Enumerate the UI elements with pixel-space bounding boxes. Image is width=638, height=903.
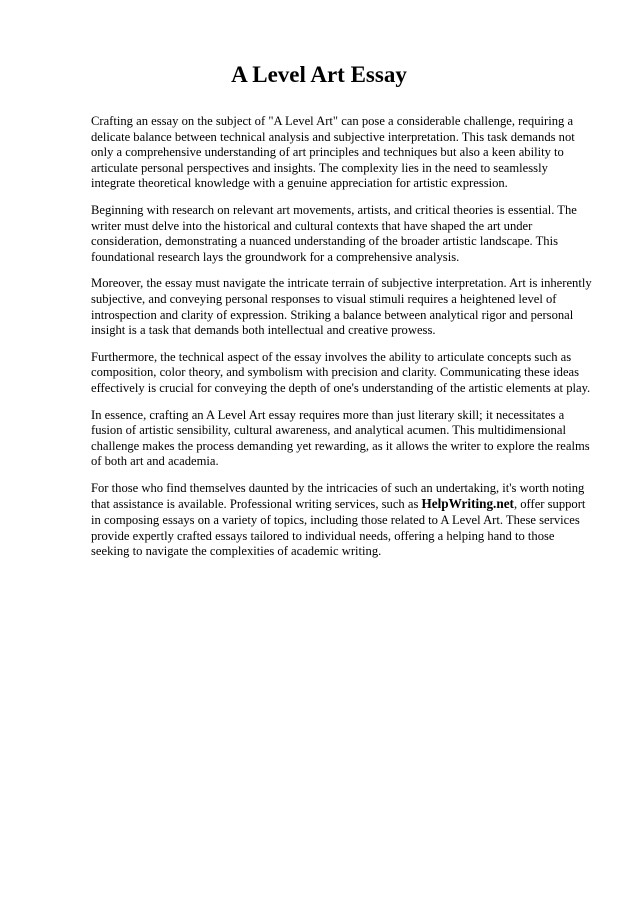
paragraph-4: Furthermore, the technical aspect of the essay involves the ability to articulate concepts such as composition, color theory, and symbolism with precision and clarity. Communicating these ideas effectively is crucial for conveying the depth of one's understanding of the artistic elements at play. [91,349,591,395]
paragraph-3: Moreover, the essay must navigate the intricate terrain of subjective interpretation. Art is inherently subjective, and conveying personal responses to visual stimuli requires a heightened level of introspection and clarity of expression. Striking a balance between analytical rigor and personal insight is a task that demands both intellectual and creative prowess. [91,276,592,338]
page-title: A Level Art Essay [231,62,407,87]
brand-link[interactable]: HelpWriting.net [421,496,514,512]
paragraph-1: Crafting an essay on the subject of "A Level Art" can pose a considerable challenge, requiring a delicate balance between technical analysis and subjective interpretation. This task demands not only a comprehensive understanding of art principles and techniques but also a keen ability to articulate personal perspectives and insights. The complexity lies in the need to seamlessly integrate theoretical knowledge with a genuine appreciation for artistic expression. [91,114,575,191]
paragraph-2: Beginning with research on relevant art movements, artists, and critical theories is essential. The writer must delve into the historical and cultural contexts that have shaped the art under consideration, demonstrating a nuanced understanding of the broader artistic landscape. This foundational research lays the groundwork for a comprehensive analysis. [91,202,577,264]
paragraph-5: In essence, crafting an A Level Art essay requires more than just literary skill; it necessitates a fusion of artistic sensibility, cultural awareness, and analytical acumen. This multidimensional challenge makes the process demanding yet rewarding, as it allows the writer to explore the realms of both art and academia. [91,407,590,469]
paragraph-6 [91,481,593,560]
paragraph-6-rest: , offer support in composing essays on a variety of topics, including those related to A Level Art. These services provide expertly crafted essays tailored to individual needs, offering a helping hand to those seeking to navigate the complexities of academic writing. [91,497,586,559]
paragraph-6-intro: For those who find themselves daunted by the intricacies of such an undertaking, it's worth noting that assistance is available. Professional writing services, such as [91,480,585,512]
